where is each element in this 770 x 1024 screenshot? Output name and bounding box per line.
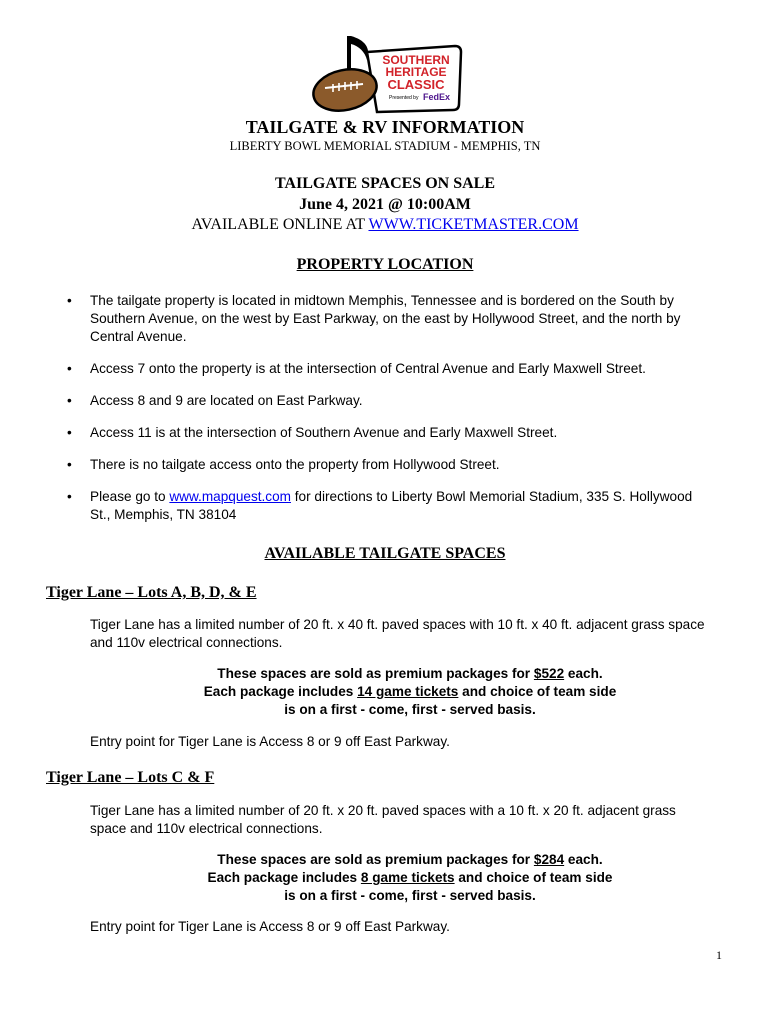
lot-promo-line2-cf: Each package includes 8 game tickets and choice of team side — [207, 870, 613, 885]
bullet-icon: • — [67, 393, 72, 408]
bullet-icon: • — [67, 293, 72, 308]
lot-promo-line2-abde: Each package includes 14 game tickets and choice of team side — [203, 684, 617, 699]
mapquest-link[interactable]: www.mapquest.com — [169, 489, 291, 504]
list-item: • Please go to www.mapquest.com for directions to Liberty Bowl Memorial Stadium, 335 S. Hollywood St., Memphis, TN 38104 — [67, 489, 693, 522]
lot-heading-abde: Tiger Lane – Lots A, B, D, & E — [46, 584, 257, 601]
logo-line-classic: CLASSIC — [387, 77, 445, 92]
page-title: TAILGATE & RV INFORMATION — [245, 117, 525, 137]
property-bullet-list — [60, 292, 710, 538]
sale-date: June 4, 2021 @ 10:00AM — [299, 196, 471, 213]
available-spaces-heading: AVAILABLE TAILGATE SPACES — [264, 545, 506, 562]
sale-online — [0, 215, 770, 234]
lot-description-abde: Tiger Lane has a limited number of 20 ft. x 40 ft. paved spaces with 10 ft. x 40 ft. adjacent grass space and 110v electrical connections. — [90, 617, 705, 650]
price-abde: $522 — [533, 666, 565, 681]
lot-promo-line3-abde: is on a first - come, first - served basis. — [284, 702, 536, 717]
price-cf: $284 — [533, 852, 565, 867]
bullet-icon: • — [67, 489, 72, 504]
list-item: • Access 8 and 9 are located on East Parkway. — [67, 393, 363, 408]
sale-heading: TAILGATE SPACES ON SALE — [274, 175, 496, 192]
list-item: • The tailgate property is located in midtown Memphis, Tennessee and is bordered on the South by Southern Avenue, on the west by East Parkway, on the east by Hollywood Street, and the north by Central Avenue. — [67, 293, 681, 344]
lot-description-cf: Tiger Lane has a limited number of 20 ft. x 20 ft. paved spaces with a 10 ft. x 20 ft. adjacent grass space and 110v electrical connections. — [90, 803, 676, 836]
property-location-heading: PROPERTY LOCATION — [296, 256, 474, 273]
bullet-icon: • — [67, 361, 72, 376]
bullet-icon: • — [67, 425, 72, 440]
page-number: 1 — [716, 948, 722, 962]
bullet-icon: • — [67, 457, 72, 472]
fedex-logo: FedEx — [423, 92, 451, 102]
logo-sponsor-prefix: Presented by — [389, 95, 419, 101]
list-item: • Access 11 is at the intersection of Southern Avenue and Early Maxwell Street. — [67, 425, 558, 440]
sale-online-text: AVAILABLE ONLINE AT — [191, 216, 369, 233]
tickets-cf: 8 game tickets — [360, 870, 455, 885]
lot-entry-cf: Entry point for Tiger Lane is Access 8 or 9 off East Parkway. — [90, 919, 450, 934]
list-item: • Access 7 onto the property is at the intersection of Central Avenue and Early Maxwell Street. — [67, 361, 646, 376]
lot-heading-cf: Tiger Lane – Lots C & F — [46, 769, 215, 786]
lot-promo-line1-abde: These spaces are sold as premium packages for $522 each. — [217, 666, 603, 681]
page-subtitle: LIBERTY BOWL MEMORIAL STADIUM - MEMPHIS, TN — [229, 139, 541, 153]
lot-promo-line1-cf: These spaces are sold as premium packages for $284 each. — [217, 852, 603, 867]
logo-line-southern: SOUTHERN — [382, 53, 450, 67]
lot-entry-abde: Entry point for Tiger Lane is Access 8 or 9 off East Parkway. — [90, 734, 450, 749]
ticketmaster-link[interactable]: WWW.TICKETMASTER.COM — [368, 216, 579, 233]
tickets-abde: 14 game tickets — [357, 684, 459, 699]
list-item: • There is no tailgate access onto the property from Hollywood Street. — [67, 457, 500, 472]
southern-heritage-classic-logo — [305, 32, 465, 114]
logo-line-heritage: HERITAGE — [385, 65, 447, 79]
lot-promo-line3-cf: is on a first - come, first - served basis. — [284, 888, 536, 903]
